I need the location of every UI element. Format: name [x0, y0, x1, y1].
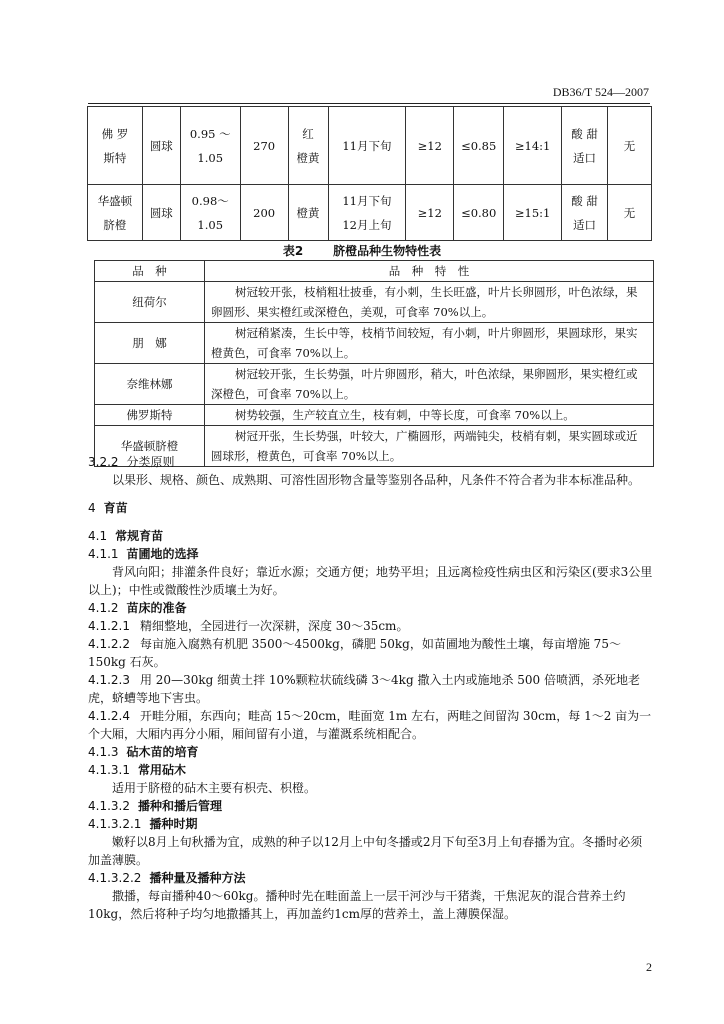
cell-shape: 圆球: [142, 107, 180, 185]
section-heading: [88, 453, 654, 471]
cell-flavor: 酸 甜 适口: [562, 107, 608, 185]
section-heading: [88, 545, 654, 563]
cell-variety: 朋 娜: [95, 323, 205, 364]
cell-ripen: 11月下旬: [328, 107, 406, 185]
section-number: 4.1.3.2.1: [88, 817, 142, 831]
cell-characteristics: 树冠较开张，生长势强，叶片卵圆形，稍大，叶色浓绿，果卵圆形，果实橙红或深橙色，可食率 70%以上。: [205, 364, 654, 405]
clause-number: 4.1.2.2: [88, 637, 130, 651]
section-title: 播种量及播种方法: [149, 871, 246, 885]
section-title: 常规育苗: [115, 529, 164, 543]
section-number: 4: [88, 501, 96, 515]
cell-variety: 奈维林娜: [95, 364, 205, 405]
paragraph: 撒播，每亩播种40～60kg。播种时先在畦面盖上一层干河沙与干猪粪，干焦泥灰的混合营养土约10kg，然后将种子均匀地撒播其上，再加盖约1cm厚的营养土，盖上薄膜保湿。: [88, 889, 626, 921]
section-number: 4.1.3.2.2: [88, 871, 142, 885]
section-heading: [88, 499, 654, 517]
section-number: 4.1.3: [88, 745, 119, 759]
header-characteristics: 品 种 特 性: [205, 261, 654, 282]
section-title: 播种和播后管理: [137, 799, 222, 813]
numbered-paragraph: [88, 635, 654, 671]
paragraph: 以果形、规格、颜色、成熟期、可溶性固形物含量等鉴别各品种，凡条件不符合者为非本标准品种。: [112, 473, 641, 487]
section-title: 苗圃地的选择: [126, 547, 199, 561]
table2-caption-number: 表2: [282, 244, 304, 258]
body-text: [88, 453, 654, 923]
clause-text: 开畦分厢，东西向；畦高 15～20cm，畦面宽 1m 左右，两畦之间留沟 30cm，每 1～2 亩为一个大厢，大厢内再分小厢，厢间留有小道，与灌溉系统相配合。: [88, 709, 652, 741]
paragraph: 嫩籽以8月上旬秋播为宜，成熟的种子以12月上中旬冬播或2月下旬至3月上旬春播为宜。冬播时必须加盖薄膜。: [88, 835, 643, 867]
cell-variety: 纽荷尔: [95, 282, 205, 323]
table-row: [88, 185, 652, 241]
section-heading: [88, 869, 654, 887]
section-title: 常用砧木: [137, 763, 186, 777]
cell-sugar: ≥12: [406, 107, 454, 185]
section-number: 4.1: [88, 529, 108, 543]
clause-number: 4.1.2.1: [88, 619, 130, 633]
header-rule: [88, 103, 650, 104]
spacer: [88, 517, 654, 527]
cell-ratio2: ≥14:1: [504, 107, 562, 185]
cell-acid: ≤0.85: [454, 107, 504, 185]
table-header-row: [95, 261, 654, 282]
page-number: 2: [646, 960, 652, 974]
section-title: 苗床的准备: [126, 601, 187, 615]
paragraph: 适用于脐橙的砧木主要有枳壳、枳橙。: [112, 781, 317, 795]
cell-ratio: 0.95 ～ 1.05: [180, 107, 240, 185]
cell-ratio2: ≥15:1: [504, 185, 562, 241]
header-variety: 品 种: [95, 261, 205, 282]
cell-color: 橙黄: [288, 185, 328, 241]
section-number: 4.1.2: [88, 601, 119, 615]
section-heading: [88, 815, 654, 833]
table-row: [95, 323, 654, 364]
section-number: 3.2.2: [88, 455, 119, 469]
section-title: 播种时期: [149, 817, 198, 831]
cell-characteristics: 树冠较开张，枝梢粗壮披垂，有小刺，生长旺盛，叶片长卵圆形，叶色浓绿，果卵圆形、果实橙红或深橙色，美观，可食率 70%以上。: [205, 282, 654, 323]
section-heading: [88, 527, 654, 545]
cell-color: 红 橙黄: [288, 107, 328, 185]
cell-weight: 270: [240, 107, 288, 185]
section-heading: [88, 797, 654, 815]
cell-variety: 华盛顿脐橙: [95, 426, 205, 467]
cell-seed: 无: [608, 185, 652, 241]
spacer: [88, 489, 654, 499]
clause-text: 每亩施入腐熟有机肥 3500～4500kg，磷肥 50kg，如苗圃地为酸性土壤，每亩增施 75～150kg 石灰。: [88, 637, 621, 669]
cell-characteristics: 树冠稍紧凑，生长中等，枝梢节间较短，有小刺，叶片卵圆形，果圆球形，果实橙黄色，可食率 70%以上。: [205, 323, 654, 364]
table2-caption-title: 脐橙品种生物特性表: [333, 244, 442, 258]
table-row: [95, 405, 654, 426]
cell-variety: 华盛顿 脐橙: [88, 185, 143, 241]
numbered-paragraph: [88, 707, 654, 743]
clause-number: 4.1.2.4: [88, 709, 130, 723]
table-varieties-characteristics: [87, 106, 652, 241]
cell-sugar: ≥12: [406, 185, 454, 241]
section-heading: [88, 761, 654, 779]
cell-weight: 200: [240, 185, 288, 241]
clause-text: 用 20—30kg 细黄土拌 10%颗粒状硫线磷 3～4kg 撒入土内或施地杀 500 倍喷洒，杀死地老虎，蛴螬等地下害虫。: [88, 673, 640, 705]
numbered-paragraph: [88, 671, 654, 707]
cell-ripen: 11月下旬 12月上旬: [328, 185, 406, 241]
cell-flavor: 酸 甜 适口: [562, 185, 608, 241]
section-title: 分类原则: [126, 455, 175, 469]
cell-variety: 佛罗斯特: [95, 405, 205, 426]
section-heading: [88, 743, 654, 761]
paragraph: 背风向阳；排灌条件良好；靠近水源；交通方便；地势平坦；且远离检疫性病虫区和污染区(要求3公里以上)；中性或微酸性沙质壤土为好。: [88, 565, 653, 597]
cell-shape: 圆球: [142, 185, 180, 241]
table-biological-characteristics: [94, 260, 654, 467]
cell-characteristics: 树冠开张，生长势强，叶较大，广椭圆形，两端钝尖，枝梢有刺，果实圆球或近圆球形，橙黄色，可食率 70%以上。: [205, 426, 654, 467]
cell-seed: 无: [608, 107, 652, 185]
section-number: 4.1.3.1: [88, 763, 130, 777]
section-number: 4.1.1: [88, 547, 119, 561]
table2-caption: [0, 242, 724, 259]
cell-characteristics: 树势较强，生产较直立生，枝有刺，中等长度，可食率 70%以上。: [205, 405, 654, 426]
section-title: 砧木苗的培育: [126, 745, 199, 759]
section-title: 育苗: [103, 501, 128, 515]
section-number: 4.1.3.2: [88, 799, 130, 813]
page-header: [0, 0, 724, 106]
table-row: [88, 107, 652, 185]
document-code: DB36/T 524—2007: [552, 85, 649, 99]
cell-acid: ≤0.80: [454, 185, 504, 241]
clause-text: 精细整地，全园进行一次深耕，深度 30～35cm。: [139, 619, 409, 633]
clause-number: 4.1.2.3: [88, 673, 130, 687]
table-row: [95, 364, 654, 405]
cell-variety: 佛 罗 斯特: [88, 107, 143, 185]
section-heading: [88, 599, 654, 617]
cell-ratio: 0.98～ 1.05: [180, 185, 240, 241]
numbered-paragraph: [88, 617, 654, 635]
table-row: [95, 282, 654, 323]
